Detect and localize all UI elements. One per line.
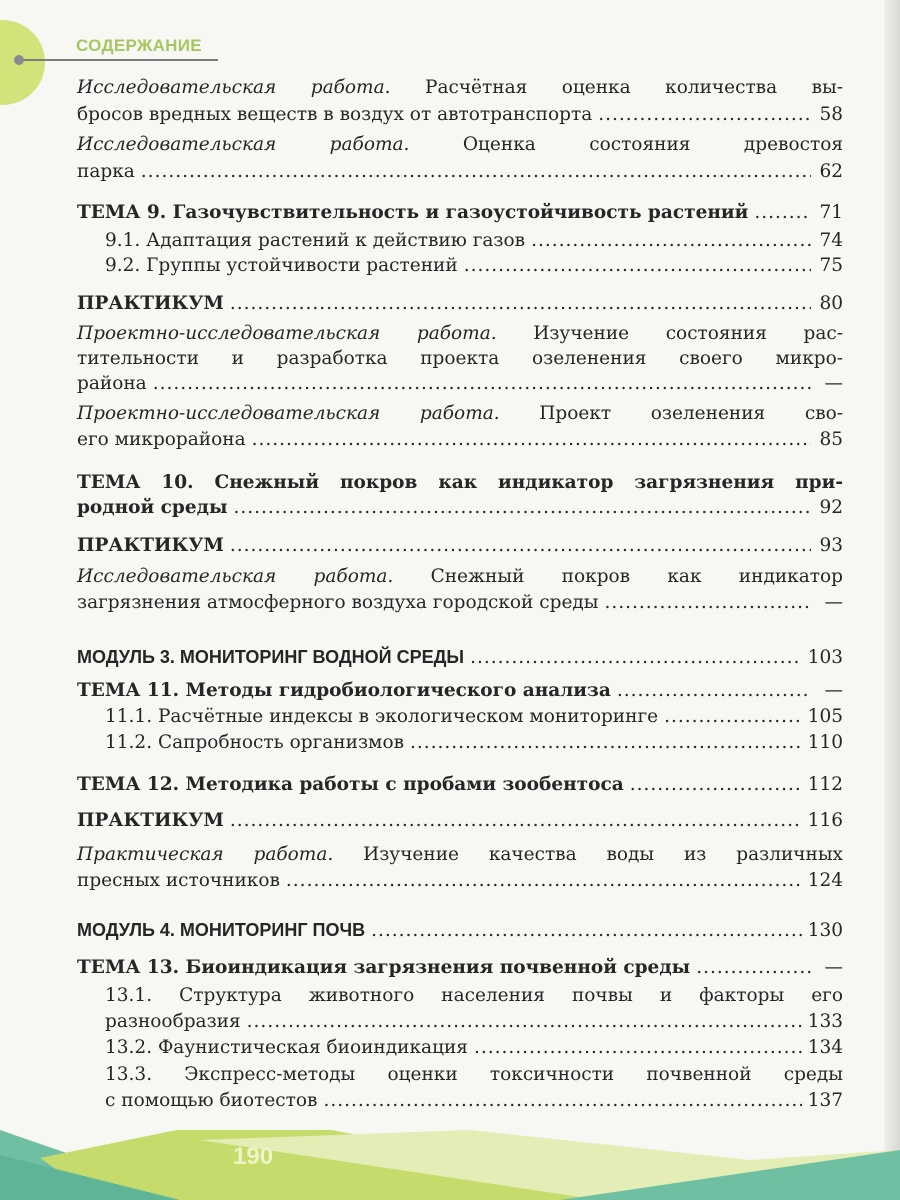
dot-leader: [474, 1035, 802, 1061]
page-number: 190: [233, 1143, 274, 1170]
dot-leader: [153, 371, 811, 397]
entry-title: с помощью биотестов: [105, 1090, 318, 1111]
page-edge-shadow: [884, 0, 900, 1200]
dot-leader: [230, 533, 811, 559]
page-ref: 130: [807, 920, 843, 941]
page-ref: 105: [807, 706, 843, 727]
dot-leader: [371, 918, 802, 944]
page-ref: 133: [807, 1011, 843, 1032]
entry-title: ТЕМА 9. Газочувствительность и газоустойчивость растений: [77, 202, 749, 223]
page-ref: 93: [819, 535, 843, 556]
entry-title: ТЕМА 13. Биоиндикация загрязнения почвенной среды: [77, 957, 691, 978]
dot-leader: [754, 200, 811, 226]
entry-title: 11.1. Расчётные индексы в экологическом мониторинге: [105, 706, 659, 727]
entry-title: 13.3. Экспресс-методы оценки токсичности почвенной среды: [105, 1064, 843, 1085]
entry-title: ТЕМА 10. Снежный покров как индикатор загрязнения при-: [77, 472, 843, 493]
entry-title: Оценка состояния древостоя: [409, 134, 843, 155]
page-ref: —: [824, 592, 843, 613]
entry-title: его микрорайона: [77, 429, 246, 450]
dot-leader: [531, 228, 811, 254]
entry-title: Проект озеленения сво-: [499, 403, 844, 424]
entry-title: Расчётная оценка количества вы-: [390, 77, 843, 98]
toc-entry-line: [77, 346, 843, 372]
page-ref: 75: [819, 255, 843, 276]
dot-leader: [247, 1009, 802, 1035]
toc-entry-line: [77, 401, 843, 427]
toc-entry-line: [77, 371, 843, 397]
dot-leader: [234, 495, 812, 521]
entry-title: ПРАКТИКУМ: [77, 293, 224, 314]
dot-leader: [230, 291, 811, 317]
toc-entry-line: [105, 1062, 843, 1088]
page-ref: 71: [819, 202, 843, 223]
entry-title: Изучение состояния рас-: [496, 323, 843, 344]
entry-type-label: Практическая работа.: [77, 844, 334, 865]
entry-title: района: [77, 373, 147, 394]
toc-entry-line: [77, 772, 843, 798]
dot-leader: [605, 590, 811, 616]
dot-leader: [630, 772, 802, 798]
toc-entry-line: [105, 1088, 843, 1114]
dot-leader: [617, 678, 811, 704]
entry-title: ТЕМА 12. Методика работы с пробами зообентоса: [77, 774, 624, 795]
entry-title: пресных источников: [77, 870, 280, 891]
page-ref: 85: [819, 429, 843, 450]
dot-leader: [141, 159, 811, 185]
page-ref: —: [824, 680, 843, 701]
page-title: СОДЕРЖАНИЕ: [76, 36, 202, 55]
entry-title: парка: [77, 161, 135, 182]
footer-decoration: [0, 1130, 900, 1200]
page-ref: 103: [807, 647, 843, 668]
toc-entry-line: [77, 427, 843, 453]
dot-leader: [696, 955, 811, 981]
entry-title: ПРАКТИКУМ: [77, 810, 224, 831]
page-ref: —: [824, 957, 843, 978]
entry-title: 13.1. Структура животного населения почвы и факторы его: [105, 985, 843, 1006]
page-ref: 116: [807, 810, 843, 831]
page-ref: 124: [807, 870, 843, 891]
toc-entry-line: [77, 808, 843, 834]
entry-title: МОДУЛЬ 4. МОНИТОРИНГ ПОЧВ: [77, 920, 366, 940]
toc-entry-line: [77, 868, 843, 894]
toc-entry-line: [105, 1035, 843, 1061]
toc-entry-line: [77, 200, 843, 226]
page-ref: 58: [819, 104, 843, 125]
entry-title: 13.2. Фаунистическая биоиндикация: [105, 1037, 468, 1058]
entry-title: Изучение качества воды из различных: [333, 844, 843, 865]
toc-entry-line: [77, 291, 843, 317]
entry-title: ПРАКТИКУМ: [77, 535, 224, 556]
toc-entry-line: [105, 253, 843, 279]
entry-title: бросов вредных веществ в воздух от автотранспорта: [77, 104, 593, 125]
toc-entry-line: [77, 842, 843, 868]
toc-entry-line: [105, 983, 843, 1009]
toc-entry-line: [77, 495, 843, 521]
page-ref: 112: [807, 774, 843, 795]
page-ref: 137: [807, 1090, 843, 1111]
dot-leader: [323, 1088, 801, 1114]
toc-entry-line: [77, 159, 843, 185]
page-ref: 110: [807, 732, 843, 753]
header-rule-dot: [14, 55, 24, 65]
entry-title: 11.2. Сапробность организмов: [105, 732, 404, 753]
entry-title: Снежный покров как индикатор: [393, 566, 843, 587]
toc-entry-line: [77, 75, 843, 101]
toc-entry-line: [77, 102, 843, 128]
entry-title: МОДУЛЬ 3. МОНИТОРИНГ ВОДНОЙ СРЕДЫ: [77, 647, 465, 667]
toc-entry-line: [77, 917, 843, 943]
entry-type-label: Исследовательская работа.: [77, 134, 410, 155]
entry-type-label: Проектно-исследовательская работа.: [77, 323, 497, 344]
toc-entry-line: [77, 678, 843, 704]
dot-leader: [230, 808, 802, 834]
toc-entry-line: [77, 564, 843, 590]
entry-type-label: Исследовательская работа.: [77, 566, 394, 587]
entry-type-label: Исследовательская работа.: [77, 77, 391, 98]
toc-entry-line: [105, 704, 843, 730]
dot-leader: [286, 868, 802, 894]
page-ref: 92: [819, 497, 843, 518]
toc-entry-line: [77, 321, 843, 347]
entry-title: ТЕМА 11. Методы гидробиологического анализа: [77, 680, 611, 701]
entry-title: 9.2. Группы устойчивости растений: [105, 255, 458, 276]
page-ref: 74: [819, 230, 843, 251]
dot-leader: [252, 427, 811, 453]
dot-leader: [464, 253, 811, 279]
entry-title: 9.1. Адаптация растений к действию газов: [105, 230, 526, 251]
dot-leader: [410, 730, 802, 756]
header-rule: [18, 59, 218, 61]
entry-title: разнообразия: [105, 1011, 241, 1032]
page-ref: 80: [819, 293, 843, 314]
dot-leader: [598, 102, 811, 128]
entry-title: тительности и разработка проекта озеленения своего микро-: [77, 348, 843, 369]
entry-title: загрязнения атмосферного воздуха городской среды: [77, 592, 599, 613]
dot-leader: [470, 645, 802, 671]
page-ref: 134: [807, 1037, 843, 1058]
dot-leader: [664, 704, 802, 730]
toc-entry-line: [77, 644, 843, 670]
toc-entry-line: [105, 1009, 843, 1035]
entry-title: родной среды: [77, 497, 228, 518]
toc-entry-line: [77, 590, 843, 616]
toc-entry-line: [105, 228, 843, 254]
toc-entry-line: [77, 132, 843, 158]
toc-entry-line: [77, 533, 843, 559]
toc-entry-line: [105, 730, 843, 756]
toc-entry-line: [77, 955, 843, 981]
entry-type-label: Проектно-исследовательская работа.: [77, 403, 500, 424]
page-ref: 62: [819, 161, 843, 182]
page-ref: —: [824, 373, 843, 394]
toc-entry-line: [77, 470, 843, 496]
